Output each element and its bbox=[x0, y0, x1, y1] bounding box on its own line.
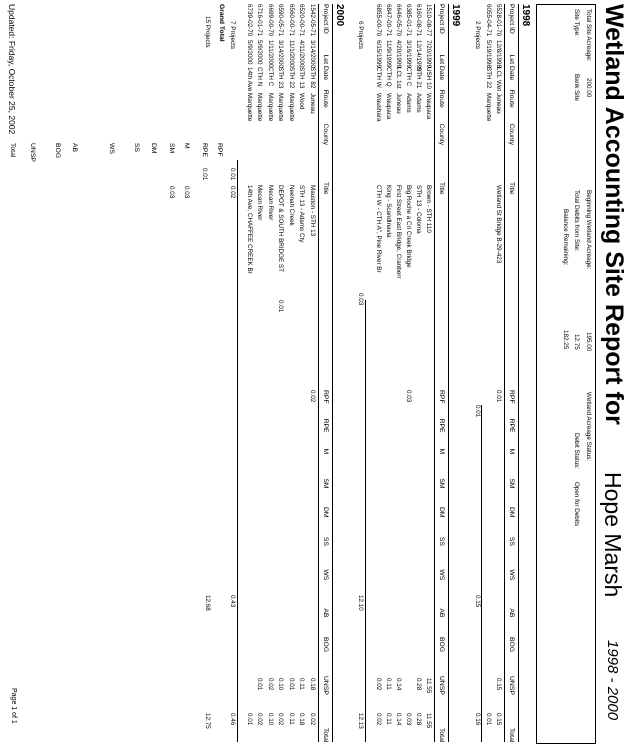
cell-unsp: 0.10 bbox=[277, 678, 285, 691]
column-header-ab: AB bbox=[322, 608, 329, 618]
cell-unsp: 0.14 bbox=[395, 678, 402, 691]
column-header-sm: SM bbox=[508, 478, 515, 489]
year-heading-2000: 2000 bbox=[334, 4, 345, 27]
cell-unsp: 0.01 bbox=[256, 678, 264, 691]
cell-route: STH 22 bbox=[485, 67, 492, 89]
cell-title: STH 13 - Adams Cty bbox=[298, 185, 306, 243]
cell-route: CTH Q bbox=[385, 67, 392, 87]
cell-total: 0.11 bbox=[385, 713, 392, 725]
cell-route: STH 22 bbox=[288, 67, 295, 89]
cell-title: Mecan River bbox=[256, 185, 264, 221]
column-header-let-date: Let Date bbox=[322, 54, 329, 81]
column-header-ws: WS bbox=[438, 569, 445, 581]
cell-county: Adams bbox=[405, 93, 412, 113]
cell-total: 0.01 bbox=[485, 713, 492, 726]
column-header-ss: SS bbox=[438, 536, 445, 546]
divider bbox=[481, 405, 482, 742]
divider bbox=[365, 300, 366, 742]
project-count: 6 Projects bbox=[357, 21, 364, 49]
year-heading-1999: 1999 bbox=[450, 4, 461, 27]
grand-col-total: Total bbox=[9, 143, 16, 158]
column-header-rpf: RPF bbox=[322, 390, 329, 404]
divider bbox=[504, 4, 505, 742]
grand-col-bog: BOG bbox=[54, 143, 61, 159]
grand-col-ws: WS bbox=[108, 143, 115, 154]
debit-status-value: Open for Debits bbox=[573, 482, 580, 527]
grand-col-sm: SM bbox=[168, 143, 175, 154]
column-header-route: Route bbox=[438, 89, 445, 108]
cell-date: 11/9/1999 bbox=[385, 40, 392, 68]
cell-id: 6160-08-71 bbox=[415, 4, 422, 37]
column-header-ab: AB bbox=[508, 608, 515, 618]
column-header-let-date: Let Date bbox=[438, 54, 445, 81]
summary-unsp: 0.43 bbox=[229, 595, 236, 608]
cell-id: 1510-08-77 bbox=[425, 4, 432, 37]
column-header-unsp: UNSP bbox=[508, 676, 515, 695]
column-header-m: M bbox=[508, 448, 515, 455]
cell-title: 14th Ave, CHAFFEE CREEK Br bbox=[246, 185, 253, 274]
cell-total: 0.02 bbox=[309, 713, 316, 726]
cell-county: Waupaca bbox=[385, 93, 392, 120]
cell-date: 12/8/1998 bbox=[495, 40, 502, 69]
cell-county: Adams bbox=[415, 93, 422, 113]
cell-title: First Street East Bridge, Cranberr bbox=[395, 185, 402, 279]
cell-total: 0.14 bbox=[395, 713, 402, 726]
column-header-project-id: Project ID bbox=[508, 4, 515, 34]
cell-id: 6560-00-71 bbox=[288, 4, 295, 37]
cell-title: Wetland St Bridge B-29-423 bbox=[495, 185, 502, 264]
cell-date: 5/9/2000 bbox=[256, 40, 264, 65]
column-header-total: Total bbox=[322, 728, 329, 743]
grand-total-value: 12.75 bbox=[204, 713, 211, 729]
column-header-sm: SM bbox=[438, 478, 445, 489]
summary-unsp: 0.15 bbox=[474, 595, 481, 608]
cell-unsp: 0.28 bbox=[415, 678, 422, 691]
cell-date: 7/20/1999 bbox=[425, 40, 432, 69]
column-header-title: Title bbox=[508, 182, 515, 195]
cell-title: Mauston - STH 13 bbox=[309, 185, 316, 237]
column-header-sm: SM bbox=[322, 478, 329, 489]
column-header-rpe: RPE bbox=[322, 418, 329, 433]
column-header-total: Total bbox=[438, 728, 445, 743]
cell-id: 5528-01-70 bbox=[495, 4, 502, 37]
column-header-title: Title bbox=[438, 182, 445, 195]
column-header-rpe: RPE bbox=[438, 418, 445, 433]
cell-route: LCL 1st bbox=[395, 67, 402, 89]
cell-unsp: 11.55 bbox=[425, 678, 432, 694]
cell-route: 14th Ave bbox=[246, 67, 253, 92]
cell-title: Mecan River bbox=[267, 185, 274, 221]
cell-date: 6/15/1999 bbox=[375, 40, 382, 69]
cell-m: 0.03 bbox=[405, 390, 412, 403]
cell-date: 3/16/1999 bbox=[405, 40, 412, 69]
summary-m: 0.02 bbox=[229, 186, 236, 199]
cell-unsp: 0.15 bbox=[495, 678, 502, 691]
grand-col-dm: DM bbox=[150, 143, 157, 154]
cell-county: Marquette bbox=[277, 93, 285, 122]
column-header-rpf: RPF bbox=[508, 390, 515, 404]
project-count: 7 Projects bbox=[229, 21, 236, 49]
cell-unsp: 0.11 bbox=[385, 678, 392, 690]
cell-m: 0.02 bbox=[309, 390, 316, 403]
column-header-project-id: Project ID bbox=[322, 4, 329, 34]
grand-col-rpf: RPF bbox=[216, 143, 223, 157]
summary-total: 0.46 bbox=[229, 713, 236, 726]
cell-total: 0.15 bbox=[495, 713, 502, 726]
cell-id: 6699-00-70 bbox=[267, 4, 274, 37]
cell-date: 5/9/2000 bbox=[246, 40, 253, 65]
cell-route: STH 13 bbox=[298, 67, 306, 89]
divider bbox=[518, 4, 519, 742]
cell-county: Juneau bbox=[495, 93, 502, 114]
year-heading-1998: 1998 bbox=[520, 4, 531, 27]
divider bbox=[448, 4, 449, 742]
grand-unsp: 12.68 bbox=[204, 595, 211, 611]
cell-date: 1/11/2000 bbox=[267, 40, 274, 68]
cell-id: 6855-00-70 bbox=[375, 4, 382, 37]
cell-route: CTH N bbox=[256, 67, 264, 87]
cell-total: 0.28 bbox=[415, 713, 422, 726]
cell-date: 4/11/2000 bbox=[298, 40, 306, 68]
cell-title: Big Roche a Cri Creek Bridge bbox=[405, 185, 412, 268]
cell-unsp: 0.11 bbox=[298, 678, 306, 690]
cell-date: 3/14/2000 bbox=[309, 40, 316, 69]
cell-total: 0.11 bbox=[288, 713, 295, 725]
column-header-unsp: UNSP bbox=[438, 676, 445, 695]
column-header-route: Route bbox=[322, 89, 329, 108]
cell-id: 6716-01-71 bbox=[256, 4, 264, 37]
grand-col-m: M bbox=[183, 143, 190, 149]
column-header-rpe: RPE bbox=[508, 418, 515, 433]
cell-title: Neenah Creek bbox=[288, 185, 295, 226]
cell-title: King - Scandinavia bbox=[385, 185, 392, 238]
site-summary-box bbox=[536, 4, 596, 744]
column-header-ab: AB bbox=[438, 608, 445, 618]
grand-col-ss: SS bbox=[133, 143, 140, 153]
cell-route: CTH W bbox=[375, 67, 382, 88]
column-header-county: County bbox=[438, 123, 445, 146]
cell-total: 11.55 bbox=[425, 713, 432, 729]
column-header-total: Total bbox=[508, 728, 515, 743]
column-header-bog: BOG bbox=[508, 637, 515, 653]
cell-total: 0.02 bbox=[277, 713, 285, 726]
cell-county: Waupaca bbox=[425, 93, 432, 120]
column-header-m: M bbox=[438, 448, 445, 455]
cell-route: STH 82 bbox=[309, 67, 316, 89]
grand-col-rpe: RPE bbox=[201, 143, 208, 157]
column-header-ss: SS bbox=[508, 536, 515, 546]
cell-id: 6590-05-71 bbox=[277, 4, 285, 37]
column-header-county: County bbox=[322, 123, 329, 146]
cell-id: 6646-05-70 bbox=[395, 4, 402, 37]
total-debits-label: Total Debits from Site: bbox=[573, 190, 580, 252]
column-header-unsp: UNSP bbox=[322, 676, 329, 695]
site-acreage-label: Total Site Acreage: bbox=[585, 9, 592, 62]
cell-id: 6739-02-70 bbox=[246, 4, 253, 37]
column-header-bog: BOG bbox=[322, 637, 329, 653]
grand-col-unsp: UNSP bbox=[29, 143, 36, 162]
acreage-status-label: Wetland Acreage Status: bbox=[585, 392, 592, 462]
cell-title: STH 13 - Coloma bbox=[415, 185, 422, 234]
cell-id: 1542-05-71 bbox=[309, 4, 316, 37]
column-header-bog: BOG bbox=[438, 637, 445, 653]
cell-total: 0.02 bbox=[256, 713, 264, 726]
cell-id: 6055-04-71 bbox=[485, 4, 492, 37]
summary-m: 0.01 bbox=[474, 405, 481, 418]
column-header-route: Route bbox=[508, 89, 515, 108]
column-header-rpf: RPF bbox=[438, 390, 445, 404]
column-header-dm: DM bbox=[508, 507, 515, 518]
cell-route: STH 21 bbox=[415, 67, 422, 89]
beginning-acreage-value: 195.00 bbox=[585, 332, 592, 352]
cell-total: 0.18 bbox=[298, 713, 306, 726]
column-header-project-id: Project ID bbox=[438, 4, 445, 34]
summary-total: 0.16 bbox=[474, 713, 481, 726]
cell-title: CTH W - CTH A", Pine River Br bbox=[375, 185, 382, 273]
cell-county: Marquette bbox=[267, 93, 274, 122]
page-number: Page 1 of 1 bbox=[10, 688, 17, 724]
column-header-let-date: Let Date bbox=[508, 54, 515, 81]
column-header-county: County bbox=[508, 123, 515, 146]
cell-unsp: 0.18 bbox=[309, 678, 316, 691]
balance-label: Balance Remaining: bbox=[562, 209, 569, 266]
grand-sm: 0.03 bbox=[168, 186, 175, 199]
cell-county: Wood bbox=[298, 93, 306, 110]
site-type-value: Bank Site bbox=[573, 74, 580, 101]
cell-id: 6385-01-71 bbox=[405, 4, 412, 37]
cell-title: DEPOT & SOUTH BRIDGE ST bbox=[277, 185, 285, 273]
cell-unsp: 0.02 bbox=[375, 678, 382, 691]
cell-total: 0.03 bbox=[405, 713, 412, 726]
cell-title: Brown - STH 110 bbox=[425, 185, 432, 233]
balance-value: 182.25 bbox=[562, 330, 569, 350]
cell-county: Marquette bbox=[246, 93, 253, 122]
debit-status-label: Debit Status: bbox=[573, 433, 580, 470]
column-header-dm: DM bbox=[322, 507, 329, 518]
column-header-dm: DM bbox=[438, 507, 445, 518]
cell-county: Marquette bbox=[256, 93, 264, 122]
cell-route: CTH C bbox=[267, 67, 274, 87]
summary-unsp: 12.10 bbox=[357, 595, 364, 611]
column-header-m: M bbox=[322, 448, 329, 455]
divider bbox=[237, 160, 238, 742]
cell-county: Juneau bbox=[309, 93, 316, 114]
cell-county: Juneau bbox=[395, 93, 402, 114]
column-header-ws: WS bbox=[322, 569, 329, 581]
cell-total: 0.02 bbox=[375, 713, 382, 726]
grand-col-ab: AB bbox=[71, 143, 78, 153]
cell-rpe: 0.01 bbox=[277, 300, 285, 313]
cell-county: Waushara bbox=[375, 93, 382, 122]
cell-date: 4/20/1999 bbox=[395, 40, 402, 69]
column-header-title: Title bbox=[322, 182, 329, 195]
cell-unsp: 0.01 bbox=[288, 678, 295, 691]
cell-date: 3/14/2000 bbox=[277, 40, 285, 69]
project-count: 2 Projects bbox=[474, 21, 481, 49]
divider bbox=[318, 4, 319, 742]
cell-route: USH 10 bbox=[425, 67, 432, 90]
column-header-ws: WS bbox=[508, 569, 515, 581]
cell-route: LCL Wet bbox=[495, 67, 502, 92]
column-header-ss: SS bbox=[322, 536, 329, 546]
summary-m: 0.03 bbox=[357, 293, 364, 306]
cell-total: 0.10 bbox=[267, 713, 274, 726]
total-debits-value: 12.75 bbox=[573, 334, 580, 350]
updated-date: Updated: Friday, October 25, 2002 bbox=[7, 4, 17, 135]
report-years: 1998 - 2000 bbox=[604, 640, 621, 721]
grand-m: 0.03 bbox=[183, 186, 190, 199]
summary-rpe: 0.01 bbox=[229, 168, 236, 181]
cell-date: 12/14/1999 bbox=[415, 40, 422, 72]
cell-id: 6520-00-71 bbox=[298, 4, 306, 37]
cell-route: STH 23 bbox=[277, 67, 285, 89]
summary-total: 12.13 bbox=[357, 713, 364, 729]
cell-total: 0.01 bbox=[246, 713, 253, 726]
cell-unsp: 0.02 bbox=[267, 678, 274, 691]
cell-county: Marquette bbox=[485, 93, 492, 122]
grand-total-count: 15 Projects bbox=[204, 16, 211, 48]
cell-m: 0.01 bbox=[495, 390, 502, 403]
cell-route: CTH C bbox=[405, 67, 412, 87]
site-acreage-value: 200.00 bbox=[585, 78, 592, 98]
divider bbox=[332, 4, 333, 742]
report-title: Wetland Accounting Site Report for bbox=[600, 4, 628, 425]
site-type-label: Site Type: bbox=[573, 9, 580, 37]
cell-date: 5/19/1998 bbox=[485, 40, 492, 69]
beginning-acreage-label: Beginning Wetland Acreage: bbox=[585, 190, 592, 270]
cell-county: Marquette bbox=[288, 93, 295, 122]
site-name: Hope Marsh bbox=[600, 472, 626, 598]
grand-total-label: Grand Total bbox=[218, 4, 225, 42]
grand-rpe: 0.01 bbox=[201, 168, 208, 181]
cell-id: 6847-00-71 bbox=[385, 4, 392, 37]
cell-date: 11/1/2000 bbox=[288, 40, 295, 68]
divider bbox=[434, 4, 435, 742]
